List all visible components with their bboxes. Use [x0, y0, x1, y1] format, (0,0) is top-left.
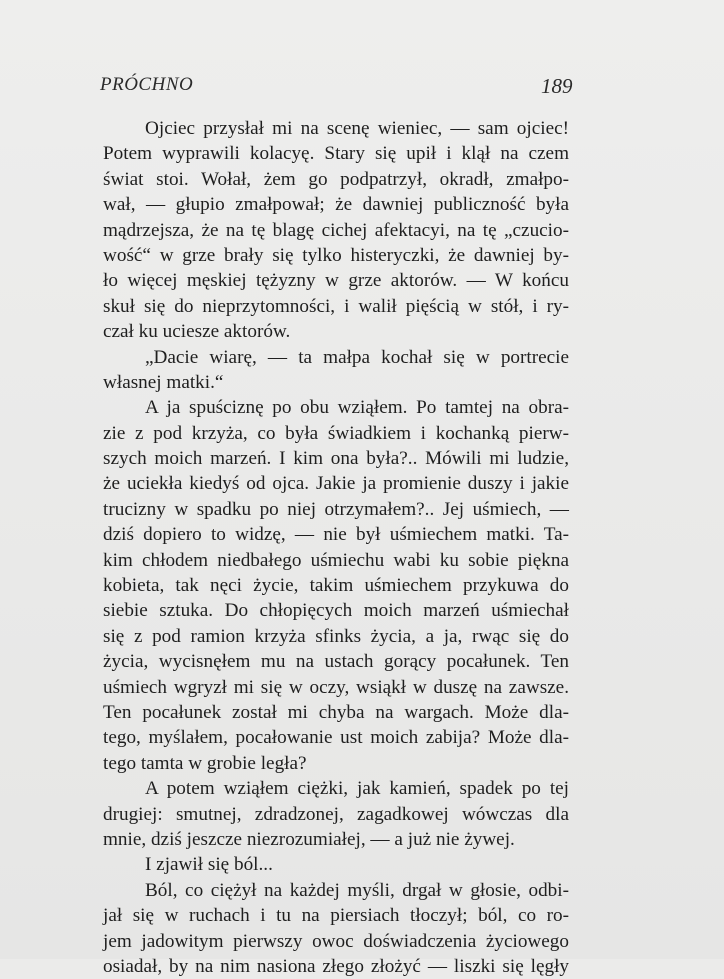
- text-line: „Dacie wiarę, — ta małpa kochał się w portrecie: [145, 346, 569, 368]
- text-line: Ból, co ciężył na każdej myśli, drgał w głosie, odbi-: [145, 879, 569, 901]
- text-line: A ja spuściznę po obu wziąłem. Po tamtej na obra-: [145, 397, 569, 419]
- text-line: kobieta, tak nęci życie, takim uśmiechem przykuwa do: [103, 575, 569, 597]
- text-line: jem jadowitym pierwszy owoc doświadczenia życiowego: [103, 930, 569, 952]
- text-line: tego, myślałem, pocałowanie ust moich zabija? Może dla-: [103, 727, 569, 749]
- text-line: życia, wycisnęłem mu na ustach gorący pocałunek. Ten: [103, 651, 569, 673]
- text-line: czał ku uciesze aktorów.: [103, 321, 291, 343]
- text-line: szych moich marzeń. I kim ona była?.. Mówili mi ludzie,: [103, 448, 569, 470]
- text-line: drugiej: smutnej, zdradzonej, zagadkowej wówczas dla: [103, 803, 569, 825]
- text-line: wał, — głupio zmałpował; że dawniej publiczność była: [103, 194, 569, 216]
- text-line: Ojciec przysłał mi na scenę wieniec, — sam ojciec!: [145, 118, 569, 139]
- text-line: tego tamta w grobie legła?: [103, 752, 307, 774]
- text-line: że uciekła kiedyś od ojca. Jakie ja promienie duszy i jakie: [103, 473, 569, 495]
- text-line: ło więcej męskiej tężyzny w grze aktorów. — W końcu: [103, 270, 569, 292]
- text-line: dziś dopiero to widzę, — nie był uśmiechem matki. Ta-: [103, 524, 569, 546]
- text-line: uśmiech wgryzł mi się w oczy, wsiąkł w duszę na zawsze.: [103, 676, 569, 698]
- text-line: skuł się do nieprzytomności, i walił pięścią w stół, i ry-: [103, 295, 569, 317]
- text-line: świat stoi. Wołał, żem go podpatrzył, okradł, zmałpo-: [103, 168, 569, 190]
- text-line: kim chłodem niedbałego uśmiechu wabi ku sobie piękna: [103, 549, 569, 571]
- text-line: się z pod ramion krzyża sfinks życia, a ja, rwąc się do: [103, 625, 569, 647]
- text-line: mnie, dziś jeszcze niezrozumiałej, — a już nie żywej.: [103, 828, 515, 850]
- text-line: osiadał, by na nim nasiona złego złożyć — liszki się lęgły: [103, 955, 569, 977]
- text-line: I zjawił się ból...: [145, 854, 273, 876]
- running-head-title: PRÓCHNO: [100, 74, 194, 95]
- text-line: siebie sztuka. Do chłopięcych moich marzeń uśmiechał: [103, 600, 569, 622]
- text-line: mądrzejsza, że na tę blagę cichej afektacyi, na tę „czucio-: [103, 219, 569, 241]
- body-text: [103, 116, 569, 979]
- text-line: wość“ w grze brały się tylko histeryczki, że dawniej by-: [103, 244, 569, 266]
- page-number: 189: [541, 74, 573, 98]
- text-line: jał się w ruchach i tu na piersiach tłoczył; ból, co ro-: [103, 905, 569, 927]
- text-line: trucizny w spadku po niej otrzymałem?.. Jej uśmiech, —: [103, 498, 569, 520]
- text-line: własnej matki.“: [103, 371, 224, 393]
- text-line: Potem wyprawili kolacyę. Stary się upił i klął na czem: [103, 143, 569, 165]
- text-line: A potem wziąłem ciężki, jak kamień, spadek po tej: [145, 778, 569, 800]
- text-line: Ten pocałunek został mi chyba na wargach. Może dla-: [103, 701, 569, 723]
- text-line: zie z pod krzyża, co była świadkiem i kochanką pierw-: [103, 422, 569, 444]
